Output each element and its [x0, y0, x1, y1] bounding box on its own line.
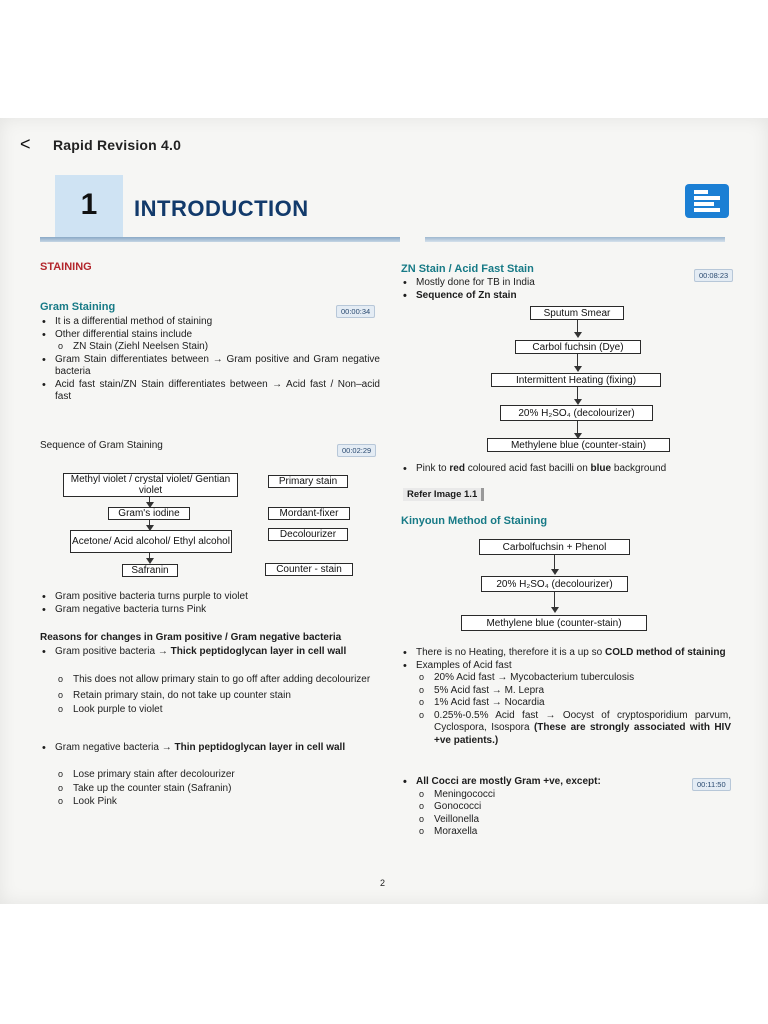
gram-results-list: [40, 591, 380, 616]
list-item: • Other differential stains include: [40, 329, 380, 342]
example-bold: (These are strongly associated with HIV +ve patients.): [434, 722, 731, 746]
list-item: o Moraxella: [401, 826, 721, 839]
list-item: [401, 647, 731, 660]
list-item: [401, 463, 726, 476]
pos-lead: Gram positive bacteria →: [55, 646, 168, 657]
list-item: • Gram negative bacteria turns Pink: [40, 604, 380, 617]
back-icon[interactable]: <: [20, 134, 31, 154]
staining-heading: STAINING: [40, 261, 92, 273]
zn-step-dye: Carbol fuchsin (Dye): [515, 340, 641, 354]
neg-bold: Thin peptidoglycan layer in cell wall: [174, 742, 346, 753]
gram-positive-list: [40, 646, 378, 659]
list-item: o Meningococci: [401, 789, 721, 802]
pos-bold: Thick peptidoglycan layer in cell wall: [170, 646, 347, 657]
book-title: Rapid Revision 4.0: [53, 137, 182, 153]
list-item: o Veillonella: [401, 814, 721, 827]
timestamp-sequence[interactable]: 00:02:29: [337, 444, 376, 457]
list-item: • All Cocci are mostly Gram +ve, except:: [401, 776, 721, 789]
gram-positive-subs: [40, 674, 378, 717]
kinyoun-list: [401, 647, 731, 747]
list-item: o Look purple to violet: [40, 704, 378, 717]
cocci-list: [401, 776, 721, 839]
flow-arrow-head: [551, 607, 559, 613]
zn-step-heating: Intermittent Heating (fixing): [491, 373, 661, 387]
list-item: • Sequence of Zn stain: [401, 290, 721, 303]
list-item: o 5% Acid fast → M. Lepra: [401, 685, 731, 698]
list-item: o This does not allow primary stain to go off after adding decolourizer: [40, 674, 378, 687]
list-item: • Acid fast stain/ZN Stain differentiates between → Acid fast / Non–acid fast: [40, 379, 380, 404]
zn-list: [401, 277, 721, 302]
cold-method-bold: COLD method of staining: [605, 647, 726, 658]
page-number: 2: [380, 878, 386, 888]
timestamp-cocci[interactable]: 00:11:50: [692, 778, 731, 791]
list-item: o Look Pink: [40, 796, 378, 809]
refer-image-link[interactable]: Refer Image 1.1: [403, 488, 484, 501]
role-counter-stain: Counter - stain: [265, 563, 353, 576]
chapter-divider: [40, 237, 400, 242]
role-primary-stain: Primary stain: [268, 475, 348, 488]
chapter-title: INTRODUCTION: [134, 196, 309, 221]
logo-bars: [694, 190, 720, 214]
chapter-number: 1: [80, 188, 98, 221]
list-item: o Retain primary stain, do not take up counter stain: [40, 690, 378, 703]
example-text: 0.25%-0.5% Acid fast → Oocyst of cryptosporidium parvum, Cyclospora, Isospora: [434, 709, 731, 733]
zn-heading: ZN Stain / Acid Fast Stain: [401, 263, 534, 275]
list-item: • Gram positive bacteria turns purple to violet: [40, 591, 380, 604]
list-item: o Lose primary stain after decolourizer: [40, 769, 378, 782]
note-red: red: [449, 463, 465, 474]
sequence-heading: Sequence of Gram Staining: [40, 440, 163, 451]
flow-arrow-head: [551, 569, 559, 575]
zn-note-list: [401, 463, 726, 476]
flow-step-mordant: Gram's iodine: [108, 507, 190, 520]
gram-negative-subs: [40, 769, 378, 809]
list-item: • Mostly done for TB in India: [401, 277, 721, 290]
list-item: [401, 710, 731, 748]
chapter-divider-right: [425, 237, 725, 242]
list-item: o Gonococci: [401, 801, 721, 814]
timestamp-gram-staining[interactable]: 00:00:34: [336, 305, 375, 318]
flow-arrow-head: [574, 366, 582, 372]
flow-step-decolourizer: Acetone/ Acid alcohol/ Ethyl alcohol: [70, 530, 232, 553]
role-decolourizer: Decolourizer: [268, 528, 348, 541]
cold-method-text: There is no Heating, therefore it is a up so: [416, 647, 605, 658]
zn-step-decolourizer: 20% H₂SO₄ (decolourizer): [500, 405, 653, 421]
list-item: [40, 742, 378, 755]
note-text: background: [611, 463, 667, 474]
neg-lead: Gram negative bacteria →: [55, 742, 172, 753]
gram-staining-heading: Gram Staining: [40, 301, 116, 313]
list-item: • Gram Stain differentiates between → Gram positive and Gram negative bacteria: [40, 354, 380, 379]
reasons-heading: Reasons for changes in Gram positive / Gram negative bacteria: [40, 632, 342, 643]
zn-step-counter: Methylene blue (counter-stain): [487, 438, 670, 452]
gram-negative-list: [40, 742, 378, 755]
list-item: • It is a differential method of staining: [40, 316, 380, 329]
timestamp-zn[interactable]: 00:08:23: [694, 269, 733, 282]
flow-step-primary: Methyl violet / crystal violet/ Gentian violet: [63, 473, 238, 497]
role-mordant: Mordant-fixer: [268, 507, 350, 520]
list-item: o 1% Acid fast → Nocardia: [401, 697, 731, 710]
list-item: o ZN Stain (Ziehl Neelsen Stain): [40, 341, 380, 354]
note-blue: blue: [590, 463, 612, 474]
list-item: o Take up the counter stain (Safranin): [40, 783, 378, 796]
list-item: • Examples of Acid fast: [401, 660, 731, 673]
note-text: coloured acid fast bacilli on: [464, 463, 591, 474]
zn-step-smear: Sputum Smear: [530, 306, 624, 320]
kinyoun-heading: Kinyoun Method of Staining: [401, 515, 548, 527]
flow-step-counter: Safranin: [122, 564, 178, 577]
list-item: [40, 646, 378, 659]
kinyoun-step-decolourizer: 20% H₂SO₄ (decolourizer): [481, 576, 628, 592]
kinyoun-step-counter: Methylene blue (counter-stain): [461, 615, 647, 631]
flow-arrow-head: [574, 332, 582, 338]
kinyoun-step-dye: Carbolfuchsin + Phenol: [479, 539, 630, 555]
gram-staining-list: [40, 316, 380, 404]
list-item: o 20% Acid fast → Mycobacterium tuberculosis: [401, 672, 731, 685]
note-text: Pink to: [416, 463, 450, 474]
